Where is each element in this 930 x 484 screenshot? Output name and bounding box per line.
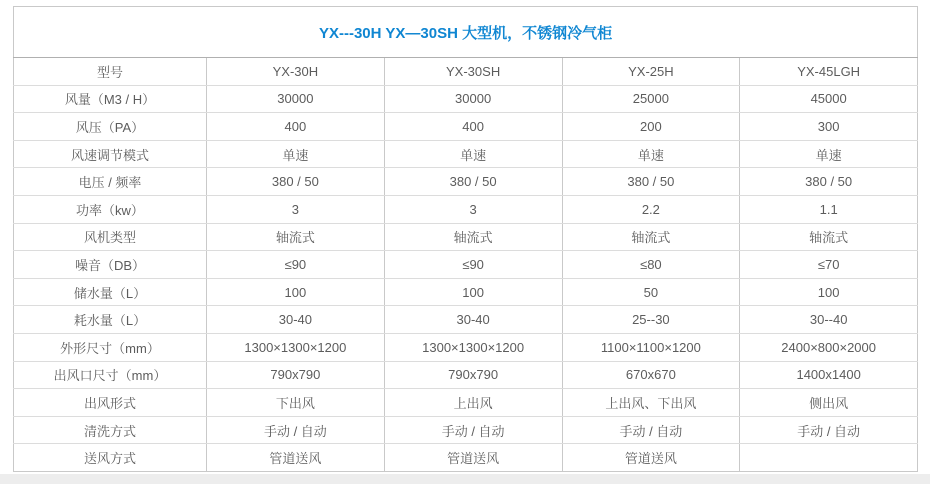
spec-label-cell: 功率（kw） (14, 195, 207, 223)
spec-value-cell: 100 (740, 278, 918, 306)
spec-label-cell: 耗水量（L） (14, 306, 207, 334)
spec-value-cell: 670x670 (562, 361, 740, 389)
table-title-row (14, 7, 918, 58)
spec-label-cell: 送风方式 (14, 444, 207, 472)
spec-value-cell: YX-30SH (384, 58, 562, 86)
spec-label-cell: 电压 / 频率 (14, 168, 207, 196)
spec-label-cell: 风压（PA） (14, 113, 207, 141)
spec-table (13, 6, 917, 471)
spec-value-cell: 790x790 (207, 361, 385, 389)
product-spec-table (13, 6, 918, 472)
spec-value-cell: 380 / 50 (207, 168, 385, 196)
spec-value-cell: 单速 (740, 140, 918, 168)
spec-label-cell: 型号 (14, 58, 207, 86)
table-row (14, 389, 918, 417)
page-title: YX---30H YX—30SH 大型机，不锈钢冷气柜 (318, 24, 613, 42)
table-row (14, 361, 918, 389)
spec-value-cell: 380 / 50 (562, 168, 740, 196)
spec-value-cell: 单速 (384, 140, 562, 168)
spec-value-cell (740, 444, 918, 472)
spec-value-cell: 400 (207, 113, 385, 141)
spec-value-cell: 30-40 (207, 306, 385, 334)
table-row (14, 333, 918, 361)
spec-value-cell: 1300×1300×1200 (384, 333, 562, 361)
spec-value-cell: 手动 / 自动 (740, 416, 918, 444)
spec-value-cell: 50 (562, 278, 740, 306)
spec-value-cell: 管道送风 (384, 444, 562, 472)
spec-label-cell: 外形尺寸（mm） (14, 333, 207, 361)
spec-value-cell: 1.1 (740, 195, 918, 223)
spec-value-cell: 手动 / 自动 (384, 416, 562, 444)
spec-value-cell: 790x790 (384, 361, 562, 389)
spec-label-cell: 出风口尺寸（mm） (14, 361, 207, 389)
spec-value-cell: 单速 (207, 140, 385, 168)
table-title-cell (14, 7, 918, 58)
spec-value-cell: ≤80 (562, 251, 740, 279)
spec-value-cell: 轴流式 (740, 223, 918, 251)
spec-value-cell: 2400×800×2000 (740, 333, 918, 361)
table-row (14, 58, 918, 86)
spec-label-cell: 出风形式 (14, 389, 207, 417)
spec-value-cell: 25--30 (562, 306, 740, 334)
table-row (14, 195, 918, 223)
spec-value-cell: 30000 (207, 85, 385, 113)
spec-value-cell: 手动 / 自动 (207, 416, 385, 444)
spec-value-cell: 1400x1400 (740, 361, 918, 389)
spec-label-cell: 清洗方式 (14, 416, 207, 444)
spec-value-cell: 30-40 (384, 306, 562, 334)
spec-value-cell: 手动 / 自动 (562, 416, 740, 444)
spec-value-cell: 30000 (384, 85, 562, 113)
spec-value-cell: YX-45LGH (740, 58, 918, 86)
table-row (14, 306, 918, 334)
spec-value-cell: 2.2 (562, 195, 740, 223)
spec-value-cell: 3 (207, 195, 385, 223)
spec-value-cell: 100 (207, 278, 385, 306)
spec-value-cell: 1100×1100×1200 (562, 333, 740, 361)
spec-label-cell: 风量（M3 / H） (14, 85, 207, 113)
spec-value-cell: ≤90 (207, 251, 385, 279)
spec-value-cell: 3 (384, 195, 562, 223)
spec-value-cell: 1300×1300×1200 (207, 333, 385, 361)
spec-value-cell: 管道送风 (562, 444, 740, 472)
table-row (14, 223, 918, 251)
spec-value-cell: 侧出风 (740, 389, 918, 417)
table-row (14, 113, 918, 141)
table-row (14, 140, 918, 168)
table-row (14, 416, 918, 444)
spec-value-cell: 上出风、下出风 (562, 389, 740, 417)
spec-value-cell: 200 (562, 113, 740, 141)
table-row (14, 168, 918, 196)
spec-value-cell: YX-25H (562, 58, 740, 86)
table-row (14, 251, 918, 279)
spec-label-cell: 风速调节模式 (14, 140, 207, 168)
spec-value-cell: 25000 (562, 85, 740, 113)
spec-table-body (14, 58, 918, 472)
spec-value-cell: YX-30H (207, 58, 385, 86)
table-row (14, 278, 918, 306)
bottom-strip (0, 474, 930, 484)
spec-value-cell: 上出风 (384, 389, 562, 417)
spec-value-cell: 下出风 (207, 389, 385, 417)
table-row (14, 85, 918, 113)
spec-value-cell: 400 (384, 113, 562, 141)
spec-value-cell: 100 (384, 278, 562, 306)
spec-value-cell: 380 / 50 (384, 168, 562, 196)
spec-value-cell: 300 (740, 113, 918, 141)
table-row (14, 444, 918, 472)
spec-value-cell: 轴流式 (562, 223, 740, 251)
spec-label-cell: 风机类型 (14, 223, 207, 251)
spec-value-cell: 45000 (740, 85, 918, 113)
spec-value-cell: 30--40 (740, 306, 918, 334)
spec-value-cell: 单速 (562, 140, 740, 168)
spec-value-cell: 轴流式 (207, 223, 385, 251)
spec-value-cell: 管道送风 (207, 444, 385, 472)
spec-value-cell: 380 / 50 (740, 168, 918, 196)
spec-value-cell: ≤90 (384, 251, 562, 279)
spec-value-cell: ≤70 (740, 251, 918, 279)
spec-value-cell: 轴流式 (384, 223, 562, 251)
spec-label-cell: 储水量（L） (14, 278, 207, 306)
spec-label-cell: 噪音（DB） (14, 251, 207, 279)
